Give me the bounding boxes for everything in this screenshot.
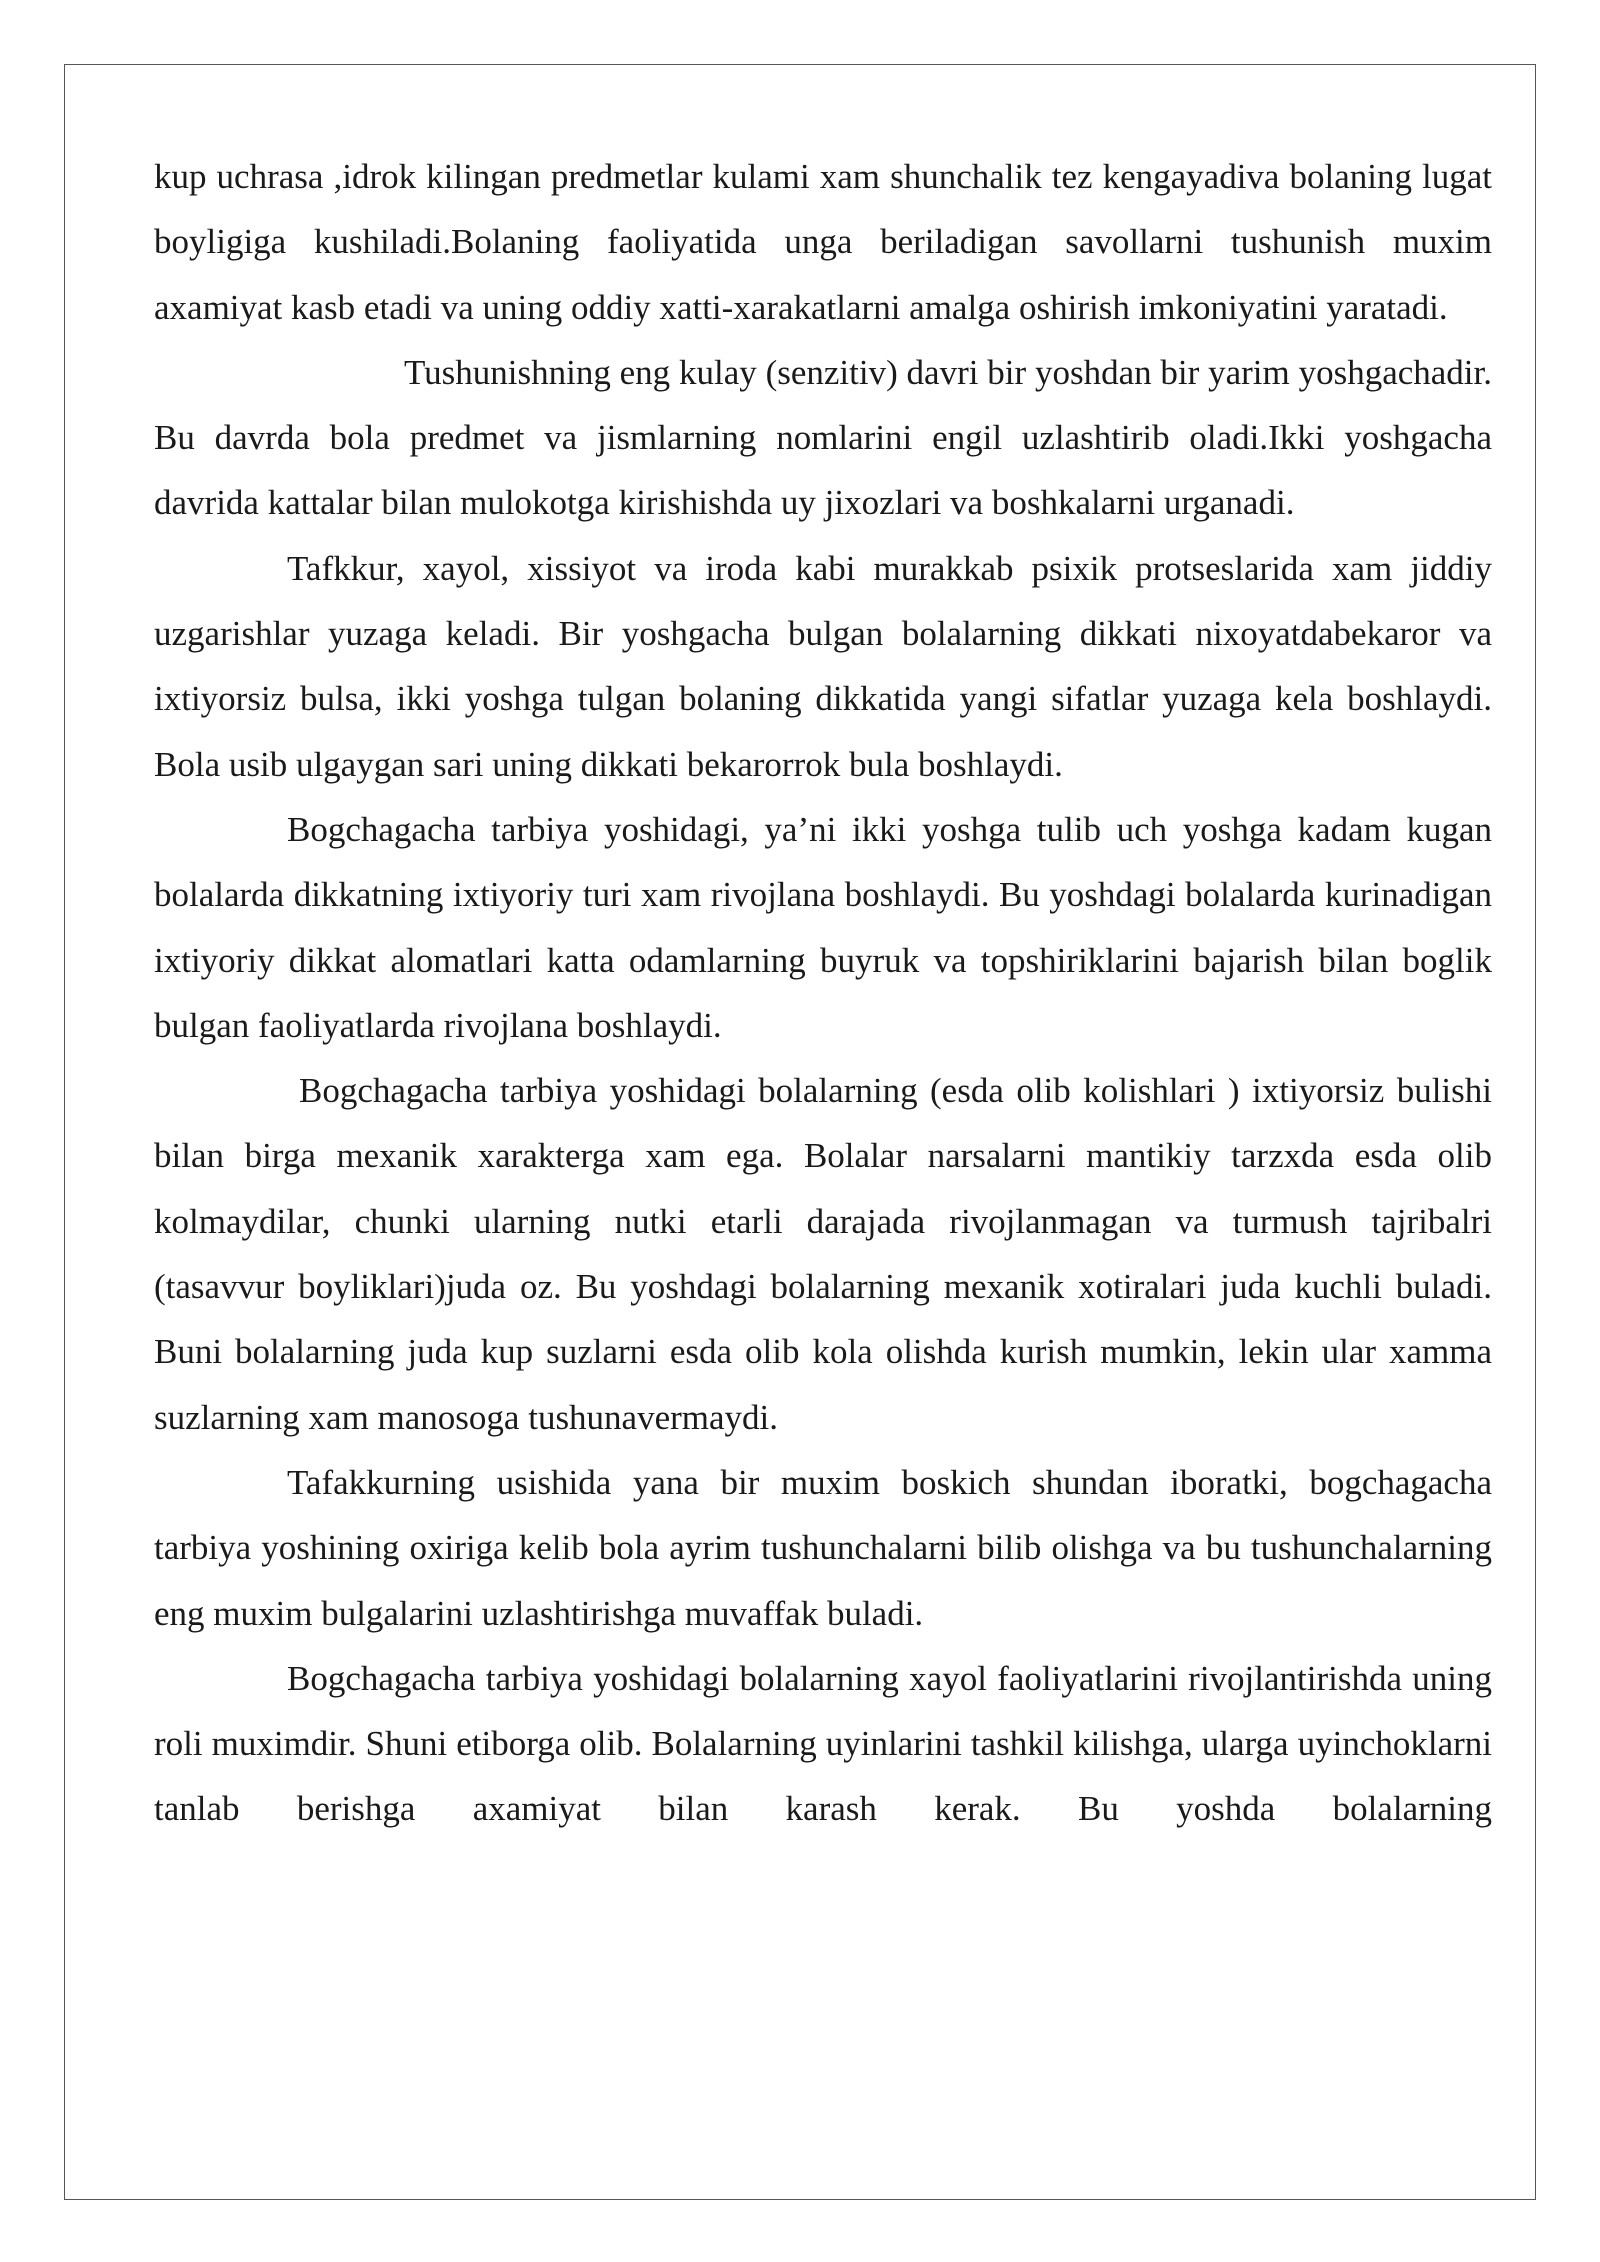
paragraph: Bogchagacha tarbiya yoshidagi bolalarning (esda olib kolishlari ) ixtiyorsiz bulishi bilan birga mexanik xarakterga xam ega. Bolalar narsalarni mantikiy tarzxda esda olib kolmaydilar, chunki ularning nutki etarli darajada rivojlanmagan va turmush tajribalri (tasavvur boyliklari)juda oz. Bu yoshdagi bolalarning mexanik xotiralari juda kuchli buladi. Buni bolalarning juda kup suzlarni esda olib kola olishda kurish mumkin, lekin ular xamma suzlarning xam manosoga tushunavermaydi. — [154, 1071, 1492, 1437]
paragraph: Bogchagacha tarbiya yoshidagi, ya’ni ikki yoshga tulib uch yoshga kadam kugan bolalarda dikkatning ixtiyoriy turi xam rivojlana boshlaydi. Bu yoshdagi bolalarda kurinadigan ixtiyoriy dikkat alomatlari katta odamlarning buyruk va topshiriklarini bajarish bilan boglik bulgan faoliyatlarda rivojlana boshlaydi. — [154, 809, 1492, 1045]
paragraph: Tushunishning eng kulay (senzitiv) davri bir yoshdan bir yarim yoshgachadir. Bu davrda bola predmet va jismlarning nomlarini engil uzlashtirib oladi.Ikki yoshgacha davrida kattalar bilan mulokotga kirishishda uy jixozlari va boshkalarni urganadi. — [154, 352, 1492, 523]
paragraph: kup uchrasa ,idrok kilingan predmetlar kulami xam shunchalik tez kengayadiva bolaning lugat boyligiga kushiladi.Bolaning faoliyatida unga beriladigan savollarni tushunish muxim axamiyat kasb etadi va uning oddiy xatti-xarakatlarni amalga oshirish imkoniyatini yaratadi. — [154, 157, 1492, 327]
paragraph: Bogchagacha tarbiya yoshidagi bolalarning xayol faoliyatlarini rivojlantirishda uning roli muximdir. Shuni etiborga olib. Bolalarning uyinlarini tashkil kilishga, ularga uyinchoklarni tanlab berishga axamiyat bilan karash kerak. Bu yoshda bolalarning — [154, 1658, 1492, 1829]
paragraph: Tafkkur, xayol, xissiyot va iroda kabi murakkab psixik protseslarida xam jiddiy uzgarishlar yuzaga keladi. Bir yoshgacha bulgan bolalarning dikkati nixoyatdabekaror va ixtiyorsiz bulsa, ikki yoshga tulgan bolaning dikkatida yangi sifatlar yuzaga kela boshlaydi. Bola usib ulgaygan sari uning dikkati bekarorrok bula boshlaydi. — [154, 548, 1492, 784]
paragraph: Tafakkurning usishida yana bir muxim boskich shundan iboratki, bogchagacha tarbiya yoshining oxiriga kelib bola ayrim tushunchalarni bilib olishga va bu tushunchalarning eng muxim bulgalarini uzlashtirishga muvaffak buladi. — [154, 1462, 1492, 1633]
document-body — [154, 144, 1492, 1842]
